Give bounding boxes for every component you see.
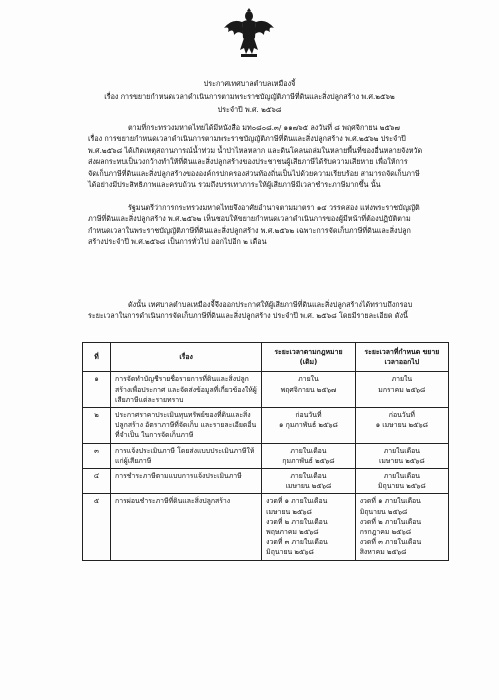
new-period (355, 469, 448, 494)
table-row (83, 372, 449, 408)
new-period-line: มกราคม ๒๕๖๘ (378, 385, 426, 394)
old-period-line: งวดที่ ๓ ภายในเดือน (266, 538, 328, 547)
table-header-row (83, 343, 449, 372)
paragraph-3 (88, 299, 433, 322)
paragraph-1 (88, 122, 433, 190)
row-subject: การชำระภาษีตามแบบการแจ้งประเมินภาษี (111, 469, 262, 494)
new-period-line: ภายใน (391, 375, 413, 384)
row-subject: การจัดทำบัญชีรายชื่อรายการที่ดินและสิ่งปลูกสร้างเพื่อประกาศ และจัดส่งข้อมูลที่เกี่ยวข้องให้ผู้เสียภาษีแต่ละรายทราบ (111, 372, 262, 408)
paragraph-line: ดังนั้น เทศบาลตำบลเหมืองจี้จึงออกประกาศให้ผู้เสียภาษีที่ดินและสิ่งปลูกสร้างได้ทราบถึงกรอบ (128, 300, 413, 309)
new-period-line: ภายในเดือน (383, 446, 420, 455)
row-number: ๒ (83, 408, 111, 444)
paragraph-line: ส่งผลกระทบเป็นวงกว้างทำให้ที่ดินและสิ่งปลูกสร้างของประชาชนผู้เสียภาษีได้รับความเสียหาย เพื่อให้การ (88, 157, 408, 167)
new-period-line: มิถุนายน ๒๕๖๘ (378, 482, 426, 491)
new-period-line: เมษายน ๒๕๖๘ (378, 456, 425, 465)
paragraph-line: ตามที่กระทรวงมหาดไทยได้มีหนังสือ มท๐๘๐๘.๓/ ๑๑๗๖๕ ลงวันที่ ๘ พฤศจิกายน ๒๕๖๗ (128, 123, 400, 132)
new-period-line: สิงหาคม ๒๕๖๘ (359, 548, 407, 557)
new-period-line: ภายในเดือน (383, 472, 420, 481)
paragraph-line: ระยะเวลาในการดำเนินการจัดเก็บภาษีที่ดินและสิ่งปลูกสร้าง ประจำปี พ.ศ. ๒๕๖๘ โดยมีรายละเอียด ดังนี้ (88, 311, 408, 321)
paragraph-line: รัฐมนตรีว่าการกระทรวงมหาดไทยจึงอาศัยอำนาจตามมาตรา ๑๔ วรรคสอง แห่งพระราชบัญญัติ (128, 203, 420, 212)
paragraph-line: ได้อย่างมีประสิทธิภาพและครบถ้วน รวมถึงบรรเทาภาระให้ผู้เสียภาษีมีเวลาชำระภาษีมากขึ้น นั้น (88, 180, 381, 190)
old-period-line: ก่อนวันที่ (295, 411, 322, 420)
row-number: ๑ (83, 372, 111, 408)
table-row (83, 469, 449, 494)
paragraph-line: สร้างประจำปี พ.ศ.๒๕๖๘ เป็นการทั่วไป ออกไปอีก ๒ เดือน (88, 237, 267, 247)
old-period-line: งวดที่ ๒ ภายในเดือน (266, 517, 328, 526)
announcement-subject: เรื่อง การขยายกำหนดเวลาดำเนินการตามพระราชบัญญัติภาษีที่ดินและสิ่งปลูกสร้าง พ.ศ.๒๕๖๒ (104, 92, 395, 101)
old-period-line: มิถุนายน ๒๕๖๘ (266, 548, 314, 557)
old-period-line: ภายในเดือน (290, 472, 327, 481)
new-period-line: มิถุนายน ๒๕๖๘ (359, 507, 408, 516)
garuda-emblem (222, 8, 276, 60)
schedule-table (82, 342, 449, 561)
paragraph-2 (88, 202, 433, 248)
row-number: ๔ (83, 469, 111, 494)
old-period-line: ๑ กุมภาพันธ์ ๒๕๖๘ (279, 421, 338, 430)
table-row (83, 443, 449, 468)
old-period (262, 372, 356, 408)
paragraph-line: เรื่อง การขยายกำหนดเวลาดำเนินการตามพระราชบัญญัติภาษีที่ดินและสิ่งปลูกสร้าง พ.ศ.๒๕๖๒ ประจำปี (88, 134, 406, 144)
new-period (355, 372, 448, 408)
old-period (262, 494, 356, 560)
new-period-line: งวดที่ ๑ ภายในเดือน (359, 497, 421, 506)
row-subject: การแจ้งประเมินภาษี โดยส่งแบบประเมินภาษีให้แก่ผู้เสียภาษี (111, 443, 262, 468)
header-subject: เรื่อง (111, 343, 262, 372)
table-row (83, 408, 449, 444)
new-period-line: ก่อนวันที่ (388, 411, 415, 420)
header-new-period: ระยะเวลาที่กำหนด ขยายเวลาออกไป (355, 343, 448, 372)
row-number: ๕ (83, 494, 111, 560)
new-period-line: งวดที่ ๒ ภายในเดือน (359, 517, 422, 526)
old-period (262, 408, 356, 444)
table-row (83, 494, 449, 560)
header-old-period: ระยะเวลาตามกฎหมาย (เดิม) (262, 343, 356, 372)
row-number: ๓ (83, 443, 111, 468)
old-period-line: พฤศจิกายน ๒๕๖๗ (280, 385, 337, 394)
old-period-line: ภายในเดือน (290, 446, 327, 455)
old-period-line: งวดที่ ๑ ภายในเดือน (266, 497, 328, 506)
new-period-line: ๑ เมษายน ๒๕๖๘ (375, 421, 428, 430)
new-period (355, 443, 448, 468)
row-subject: การผ่อนชำระภาษีที่ดินและสิ่งปลูกสร้าง (111, 494, 262, 560)
header-no: ที่ (83, 343, 111, 372)
row-subject: ประกาศราคาประเมินทุนทรัพย์ของที่ดินและสิ่งปลูกสร้าง อัตราภาษีที่จัดเก็บ และรายละเอียดอื่นที่จำเป็น ในการจัดเก็บภาษี (111, 408, 262, 444)
new-period (355, 408, 448, 444)
old-period-line: เมษายน ๒๕๖๘ (266, 507, 312, 516)
new-period (355, 494, 448, 560)
paragraph-line: พ.ศ.๒๕๖๘ ได้เกิดเหตุสถานการณ์น้ำท่วม น้ำป่าไหลหลาก และดินโคลนถล่มในหลายพื้นที่ของอื่นหลายจังหวัด (88, 145, 423, 155)
old-period-line: กุมภาพันธ์ ๒๕๖๘ (282, 456, 335, 465)
old-period-line: พฤษภาคม ๒๕๖๘ (266, 528, 319, 537)
announcement-year: ประจำปี พ.ศ. ๒๕๖๘ (217, 105, 282, 114)
new-period-line: งวดที่ ๓ ภายในเดือน (359, 538, 422, 547)
old-period (262, 469, 356, 494)
paragraph-line: จัดเก็บภาษีที่ดินและสิ่งปลูกสร้างขององค์กรปกครองส่วนท้องถิ่นเป็นไปด้วยความเรียบร้อย สามารถจัดเก็บภาษี (88, 168, 420, 178)
paragraph-line: ภาษีที่ดินและสิ่งปลูกสร้าง พ.ศ.๒๕๖๒ เห็นชอบให้ขยายกำหนดเวลาดำเนินการของผู้มีหน้าที่ต้องปฏิบัติตาม (88, 214, 411, 224)
new-period-line: กรกฎาคม ๒๕๖๘ (359, 528, 412, 537)
old-period-line: ภายใน (298, 375, 319, 384)
paragraph-line: กำหนดเวลาในพระราชบัญญัติภาษีที่ดินและสิ่งปลูกสร้าง พ.ศ.๒๕๖๒ เฉพาะการจัดเก็บภาษีที่ดินและสิ่งปลูก (88, 225, 411, 235)
announcement-org: ประกาศเทศบาลตำบลเหมืองจี้ (203, 79, 296, 88)
old-period-line: เมษายน ๒๕๖๘ (285, 482, 332, 491)
old-period (262, 443, 356, 468)
